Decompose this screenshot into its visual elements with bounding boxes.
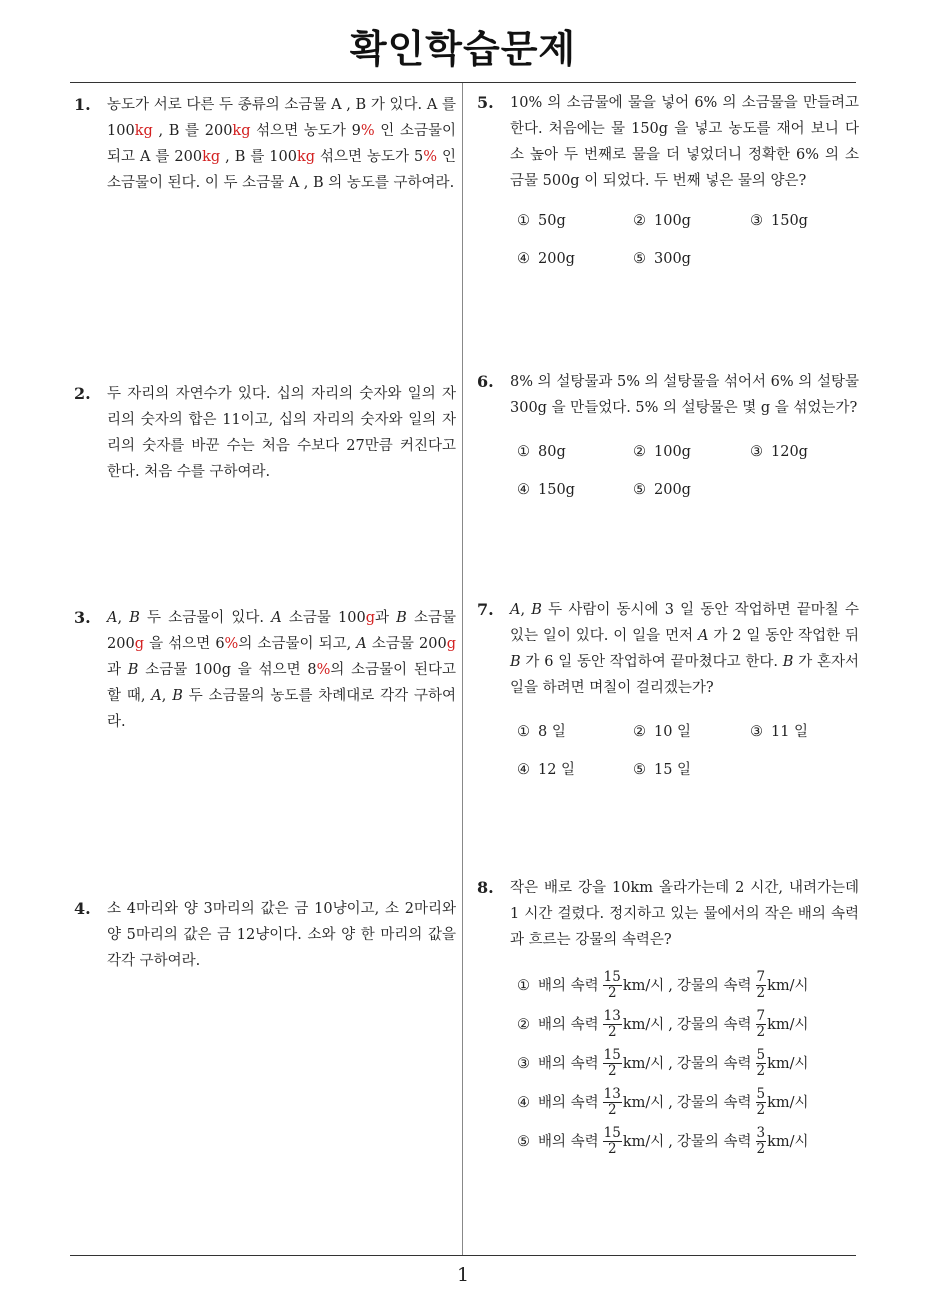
unit-highlight: kg: [232, 123, 251, 139]
choice-4[interactable]: ④ 200g: [517, 251, 575, 267]
unit-highlight: g: [365, 610, 375, 626]
choice-4[interactable]: ④ 150g: [517, 482, 575, 498]
question-number: 3.: [74, 608, 91, 627]
choice-3[interactable]: ③ 배의 속력 $\frac{15}{2}$ km/시 , 강물의 속력 $\frac{5}{2}$ km/시: [517, 1047, 809, 1079]
unit-highlight: g: [134, 636, 144, 652]
question-number: 1.: [74, 95, 91, 114]
choice-1[interactable]: ① 8 일: [517, 724, 566, 740]
question-2: [74, 381, 456, 485]
question-4: [74, 896, 456, 974]
question-text: A, B 두 사람이 동시에 3 일 동안 작업하면 끝마칠 수 있는 일이 있다. 이 일을 먼저 A 가 2 일 동안 작업한 뒤 B 가 6 일 동안 작업하여 끝마쳤다고 한다. B 가 혼자서 일을 하려면 며칠이 걸리겠는가?: [510, 602, 860, 696]
choice-5[interactable]: ⑤ 300g: [633, 251, 691, 267]
unit-highlight: %: [316, 662, 331, 678]
fraction: $\frac{3}{2}$: [756, 1125, 766, 1157]
question-8: [477, 875, 859, 1161]
question-text: 10% 의 소금물에 물을 넣어 6% 의 소금물을 만들려고 한다. 처음에는 물 150g 을 넣고 농도를 재어 보니 다소 높아 두 번째로 물을 더 넣었더니 정확한 6% 의 소금물 500g 이 되었다. 두 번째 넣은 물의 양은?: [510, 95, 859, 189]
unit-highlight: kg: [134, 123, 153, 139]
choice-1[interactable]: ① 50g: [517, 213, 566, 229]
answer-choices: [517, 719, 859, 815]
fraction: $\frac{15}{2}$: [603, 1125, 621, 1157]
fraction: $\frac{13}{2}$: [603, 1008, 621, 1040]
choice-5[interactable]: ⑤ 배의 속력 $\frac{15}{2}$ km/시 , 강물의 속력 $\frac{3}{2}$ km/시: [517, 1125, 809, 1157]
fraction: $\frac{7}{2}$: [756, 1008, 766, 1040]
fraction: $\frac{5}{2}$: [756, 1047, 766, 1079]
question-number: 2.: [74, 384, 91, 403]
question-1: [74, 92, 456, 196]
top-rule: [70, 82, 856, 83]
question-6: [477, 369, 859, 535]
question-number: 6.: [477, 372, 494, 391]
bottom-rule: [70, 1255, 856, 1256]
choice-1[interactable]: ① 배의 속력 $\frac{15}{2}$ km/시 , 강물의 속력 $\frac{7}{2}$ km/시: [517, 969, 809, 1001]
fraction: $\frac{15}{2}$: [603, 969, 621, 1001]
question-text: A, B 두 소금물이 있다. A 소금물 100g과 B 소금물 200g 을 섞으면 6%의 소금물이 되고, A 소금물 200g과 B 소금물 100g 을 섞으면 8%의 소금물이 된다고 할 때, A, B 두 소금물의 농도를 차례대로 각각 구하여라.: [107, 610, 457, 730]
question-text: 소 4마리와 양 3마리의 값은 금 10냥이고, 소 2마리와 양 5마리의 값은 금 12냥이다. 소와 양 한 마리의 값을 각각 구하여라.: [107, 901, 456, 969]
unit-highlight: %: [224, 636, 239, 652]
choice-2[interactable]: ② 100g: [633, 213, 691, 229]
choice-4[interactable]: ④ 배의 속력 $\frac{13}{2}$ km/시 , 강물의 속력 $\frac{5}{2}$ km/시: [517, 1086, 809, 1118]
page-number: 1: [456, 1264, 470, 1286]
unit-highlight: g: [446, 636, 456, 652]
fraction: $\frac{7}{2}$: [756, 969, 766, 1001]
question-7: [477, 597, 859, 815]
unit-highlight: %: [423, 149, 438, 165]
choice-3[interactable]: ③ 11 일: [750, 724, 809, 740]
question-number: 8.: [477, 878, 494, 897]
choice-5[interactable]: ⑤ 15 일: [633, 762, 692, 778]
question-number: 4.: [74, 899, 91, 918]
answer-choices: [517, 439, 859, 535]
question-5: [477, 90, 859, 304]
choice-2[interactable]: ② 10 일: [633, 724, 692, 740]
question-number: 7.: [477, 600, 494, 619]
answer-choices: [517, 208, 859, 304]
choice-3[interactable]: ③ 150g: [750, 213, 808, 229]
question-3: [74, 605, 456, 735]
answer-choices: [477, 966, 859, 1161]
choice-2[interactable]: ② 100g: [633, 444, 691, 460]
question-text: 두 자리의 자연수가 있다. 십의 자리의 숫자와 일의 자리의 숫자의 합은 11이고, 십의 자리의 숫자와 일의 자리의 숫자를 바꾼 수는 처음 수보다 27만큼 커진다고 한다. 처음 수를 구하여라.: [107, 386, 456, 480]
unit-highlight: kg: [202, 149, 221, 165]
question-text: 작은 배로 강을 10km 올라가는데 2 시간, 내려가는데 1 시간 걸렸다. 정지하고 있는 물에서의 작은 배의 속력과 흐르는 강물의 속력은?: [510, 880, 859, 948]
question-number: 5.: [477, 93, 494, 112]
fraction: $\frac{13}{2}$: [603, 1086, 621, 1118]
fraction: $\frac{5}{2}$: [756, 1086, 766, 1118]
choice-4[interactable]: ④ 12 일: [517, 762, 576, 778]
question-text: 농도가 서로 다른 두 종류의 소금물 A , B 가 있다. A 를 100kg , B 를 200kg 섞으면 농도가 9% 인 소금물이 되고 A 를 200kg , B 를 100kg 섞으면 농도가 5% 인 소금물이 된다. 이 두 소금물 A , B 의 농도를 구하여라.: [107, 97, 456, 191]
page-title: 확인학습문제: [349, 27, 577, 71]
question-text: 8% 의 설탕물과 5% 의 설탕물을 섞어서 6% 의 설탕물 300g 을 만들었다. 5% 의 설탕물은 몇 g 을 섞었는가?: [510, 374, 859, 416]
column-divider: [462, 83, 463, 1255]
unit-highlight: %: [360, 123, 375, 139]
choice-1[interactable]: ① 80g: [517, 444, 566, 460]
choice-2[interactable]: ② 배의 속력 $\frac{13}{2}$ km/시 , 강물의 속력 $\frac{7}{2}$ km/시: [517, 1008, 809, 1040]
choice-3[interactable]: ③ 120g: [750, 444, 808, 460]
choice-5[interactable]: ⑤ 200g: [633, 482, 691, 498]
fraction: $\frac{15}{2}$: [603, 1047, 621, 1079]
unit-highlight: kg: [296, 149, 316, 165]
